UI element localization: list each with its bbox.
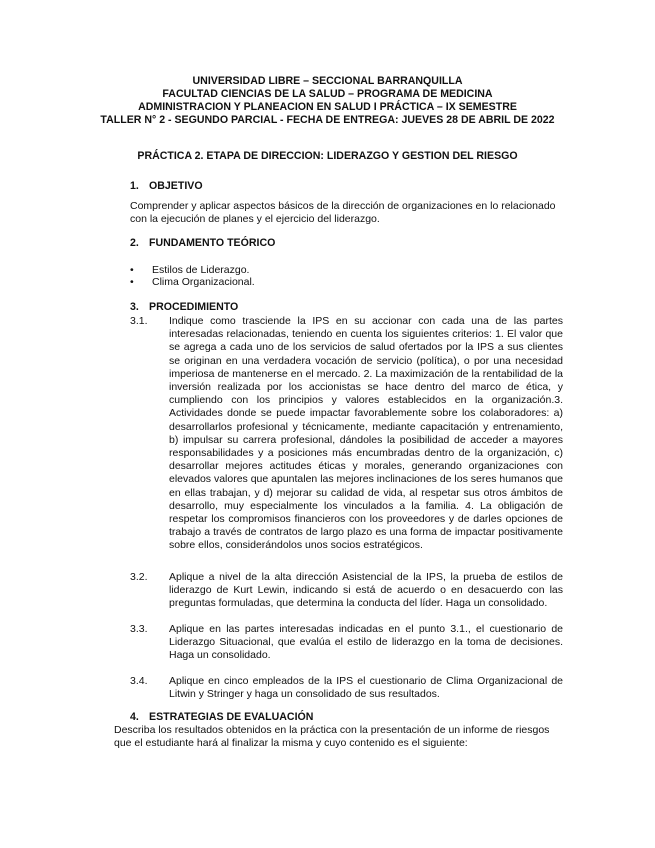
header-faculty: FACULTAD CIENCIAS DE LA SALUD – PROGRAMA DE MEDICINA <box>162 88 493 100</box>
section-estrategias-text: Describa los resultados obtenidos en la práctica con la presentación de un informe de riesgos que el estudiante hará al finalizar la misma y cuyo contenido es el siguiente: <box>114 724 550 750</box>
item-text-3-2: Aplique a nivel de la alta dirección Asistencial de la IPS, la prueba de estilos de liderazgo de Kurt Lewin, indicando si está de acuerdo o en desacuerdo con las preguntas formuladas, que determina la conducta del líder. Haga un consolidado. <box>169 571 563 610</box>
section-title: PROCEDIMIENTO <box>149 301 239 313</box>
header-assignment: TALLER N° 2 - SEGUNDO PARCIAL - FECHA DE ENTREGA: JUEVES 28 DE ABRIL DE 2022 <box>100 114 555 126</box>
header-course: ADMINISTRACION Y PLANEACION EN SALUD I PRÁCTICA – IX SEMESTRE <box>138 101 517 113</box>
item-number-3-4: 3.4. <box>130 675 148 687</box>
section-number: 1. <box>130 180 139 192</box>
header-university: UNIVERSIDAD LIBRE – SECCIONAL BARRANQUILLA <box>192 75 463 87</box>
section-number: 2. <box>130 237 139 249</box>
item-number-3-3: 3.3. <box>130 623 148 635</box>
item-text-3-3: Aplique en las partes interesadas indicadas en el punto 3.1., el cuestionario de Liderazgo Situacional, que evalúa el estilo de liderazgo en la toma de decisiones. Haga un consolidado. <box>169 623 563 662</box>
item-number-3-2: 3.2. <box>130 571 148 583</box>
section-title: ESTRATEGIAS DE EVALUACIÓN <box>149 711 314 723</box>
item-text-3-4: Aplique en cinco empleados de la IPS el cuestionario de Clima Organizacional de Litwin y Stringer y haga un consolidado de sus resultados. <box>169 675 563 701</box>
item-text-3-1: Indique como trasciende la IPS en su accionar con cada una de las partes interesadas relacionadas, teniendo en cuenta los siguientes criterios: 1. El valor que se agrega a cada uno de los servicios de salud ofertados por la IPS a sus clientes se originan en una verdadera vocación de servicio (política), o por una necesidad imperiosa de mantenerse en el mercado. 2. La maximización de la rentabilidad de la inversión realizada por los accionistas se hace dentro del marco de ética, y cumpliendo con los principios y valores establecidos en la organización.3. Actividades donde se puede impactar favorablemente sobre los colaboradores: a) desarrollarlos profesional y técnicamente, mediante capacitación y entrenamiento, b) impulsar su carrera profesional, dándoles la posibilidad de acceder a mayores responsabilidades y a posiciones más encumbradas dentro de la organización, c) desarrollar mejores actitudes éticas y morales, generando organizaciones con elevados valores que apuntalen las mejores inclinaciones de los seres humanos que en ellas trabajan, y d) mejorar su calidad de vida, al respetar sus otros ámbitos de desarrollo, muy especialmente los vinculados a la familia. 4. La obligación de respetar los compromisos financieros con los proveedores y de darles opciones de trabajo a través de contratos de largo plazo es una forma de impactar positivamente sobre ellos, considerándolos unos socios estratégicos. <box>169 315 563 552</box>
practice-title: PRÁCTICA 2. ETAPA DE DIRECCION: LIDERAZGO Y GESTION DEL RIESGO <box>137 150 518 162</box>
document-page: UNIVERSIDAD LIBRE – SECCIONAL BARRANQUILLA FACULTAD CIENCIAS DE LA SALUD – PROGRAMA DE MEDICINA ADMINISTRACION Y PLANEACION EN SALUD I PRÁCTICA – IX SEMESTRE TALLER N° 2 - SEGUNDO PARCIAL - FECHA DE ENTREGA: JUEVES 28 DE ABRIL DE 2022 PRÁCTICA 2. ETAPA DE DIRECCION: LIDERAZGO Y GESTION DEL RIESGO 1. OBJETIVO Comprender y aplicar aspectos básicos de la dirección de organizaciones en lo relacionado con la ejecución de planes y el ejercicio del liderazgo. 2. FUNDAMENTO TEÓRICO • Estilos de Liderazgo. • Clima Organizacional. 3. PROCEDIMIENTO 3.1. Indique como trasciende la IPS en su accionar con cada una de las partes interesadas relacionadas, teniendo en cuenta los siguientes criterios: 1. El valor que se agrega a cada uno de los servicios de salud ofertados por la IPS a sus clientes se originan en una verdadera vocación de servicio (política), o por una necesidad imperiosa de mantenerse en el mercado. 2. La maximización de la rentabilidad de la inversión realizada por los accionistas se hace dentro del marco de ética, y cumpliendo con los principios y valores establecidos en la organización.3. Actividades donde se puede impactar favorablemente sobre los colaboradores: a) desarrollarlos profesional y técnicamente, mediante capacitación y entrenamiento, b) impulsar su carrera profesional, dándoles la posibilidad de acceder a mayores responsabilidades y a posiciones más encumbradas dentro de la organización, c) desarrollar mejores actitudes éticas y morales, generando organizaciones con elevados valores que apuntalen las mejores inclinaciones de los seres humanos que en ellas trabajan, y d) mejorar su calidad de vida, al respetar sus otros ámbitos de desarrollo, muy especialmente los vinculados a la familia. 4. La obligación de respetar los compromisos financieros con los proveedores y de darles opciones de trabajo a través de contratos de largo plazo es una forma de impactar positivamente sobre ellos, considerándolos unos socios estratégicos. 3.2. Aplique a nivel de la alta dirección Asistencial de la IPS, la prueba de estilos de liderazgo de Kurt Lewin, indicando si está de acuerdo o en desacuerdo con las preguntas formuladas, que determina la conducta del líder. Haga un consolidado. 3.3. Aplique en las partes interesadas indicadas en el punto 3.1., el cuestionario de Liderazgo Situacional, que evalúa el estilo de liderazgo en la toma de decisiones. Haga un consolidado. 3.4. Aplique en cinco empleados de la IPS el cuestionario de Clima Organizacional de Litwin y Stringer y haga un consolidado de sus resultados. 4. ESTRATEGIAS DE EVALUACIÓN Describa los resultados obtenidos en la práctica con la presentación de un informe de riesgos que el estudiante hará al finalizar la misma y cuyo contenido es el siguiente: <box>0 0 655 848</box>
section-title: OBJETIVO <box>149 180 203 192</box>
section-title: FUNDAMENTO TEÓRICO <box>149 237 276 249</box>
item-number-3-1: 3.1. <box>130 315 148 327</box>
section-number: 4. <box>130 711 139 723</box>
section-objetivo-text: Comprender y aplicar aspectos básicos de la dirección de organizaciones en lo relacionado con la ejecución de planes y el ejercicio del liderazgo. <box>130 200 556 226</box>
section-number: 3. <box>130 301 139 313</box>
